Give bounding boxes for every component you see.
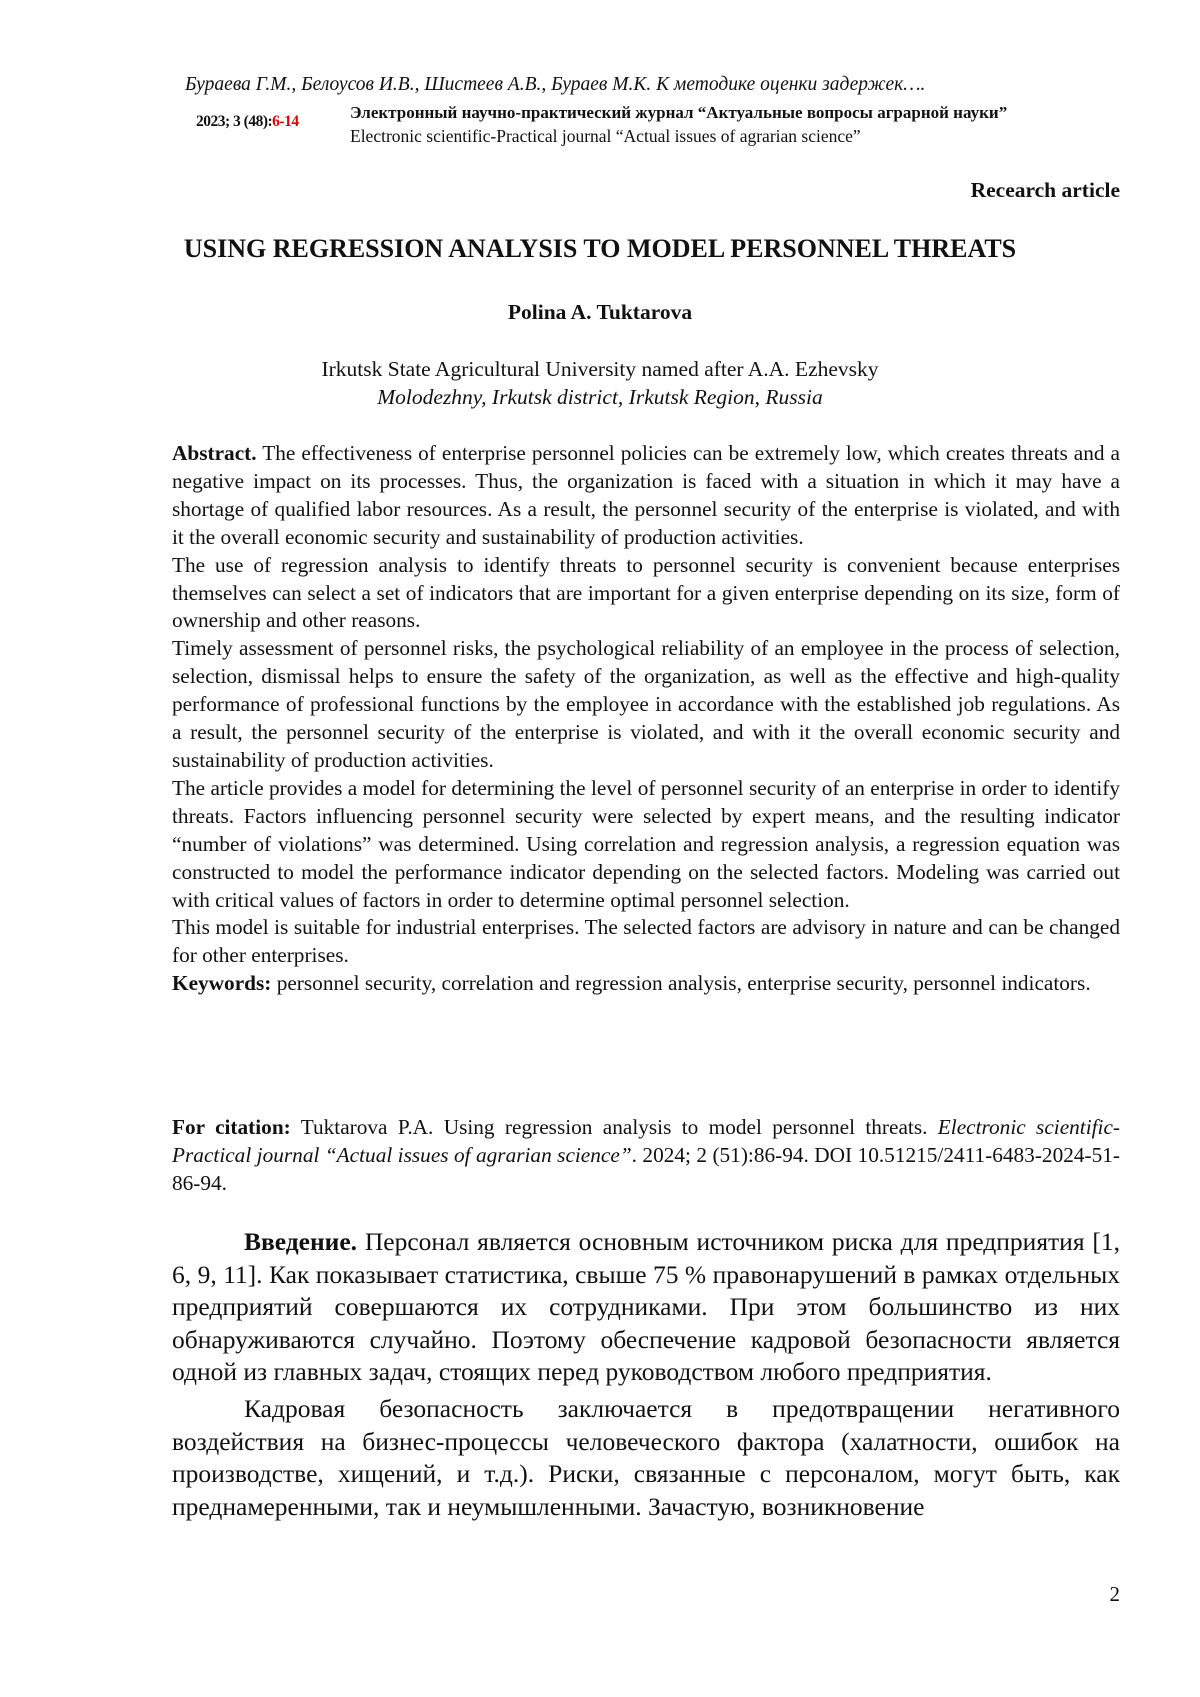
abstract bbox=[172, 440, 1120, 998]
citation-doi: . 2024; 2 (51):86-94. DOI 10.51215/2411-6483-2024-51-86-94. bbox=[172, 1143, 1120, 1195]
citation bbox=[172, 1114, 1120, 1198]
issue-pages: 6-14 bbox=[272, 113, 298, 130]
citation-label: For citation: bbox=[172, 1115, 291, 1139]
affiliation bbox=[0, 355, 1200, 411]
page-number: 2 bbox=[1110, 1582, 1121, 1607]
abstract-p5: This model is suitable for industrial enterprises. The selected factors are advisory in nature and can be changed for other enterprises. bbox=[172, 914, 1120, 970]
journal-title-en: Electronic scientific-Practical journal “Actual issues of agrarian science” bbox=[350, 126, 861, 147]
abstract-p3: Timely assessment of personnel risks, the psychological reliability of an employee in the process of selection, selection, dismissal helps to ensure the safety of the organization, as well as the effective and high-quality performance of professional functions by the employee in accordance with the established job regulations. As a result, the personnel security of the enterprise is violated, and with it the overall economic security and sustainability of production activities. bbox=[172, 635, 1120, 775]
running-head: Бураева Г.М., Белоусов И.В., Шистеев А.В., Бураев М.К. К методике оценки задержек…. bbox=[185, 74, 925, 96]
body-text bbox=[172, 1226, 1120, 1523]
abstract-p4: The article provides a model for determining the level of personnel security of an enterprise in order to identify threats. Factors influencing personnel security were selected by expert means, and the resulting indicator “number of violations” was determined. Using correlation and regression analysis, a regression equation was constructed to model the performance indicator depending on the selected factors. Modeling was carried out with critical values of factors in order to determine optimal personnel selection. bbox=[172, 775, 1120, 915]
article-author: Polina A. Tuktarova bbox=[0, 300, 1200, 325]
affiliation-name: Irkutsk State Agricultural University named after A.A. Ezhevsky bbox=[0, 355, 1200, 383]
intro-text: Персонал является основным источником риска для предприятия [1, 6, 9, 11]. Как показывает статистика, свыше 75 % правонарушений в рамках отдельных предприятий совершаются их сотрудниками. При этом большинство из них обнаруживаются случайно. Поэтому обеспечение кадровой безопасности является одной из главных задач, стоящих перед руководством любого предприятия. bbox=[172, 1227, 1120, 1386]
abstract-p2: The use of regression analysis to identify threats to personnel security is convenient because enterprises themselves can select a set of indicators that are important for a given enterprise depending on its size, form of ownership and other reasons. bbox=[172, 552, 1120, 636]
abstract-p1 bbox=[172, 440, 1120, 552]
abstract-text: The effectiveness of enterprise personnel policies can be extremely low, which creates threats and a negative impact on its processes. Thus, the organization is faced with a situation in which it may have a shortage of qualified labor resources. As a result, the personnel security of the enterprise is violated, and with it the overall economic security and sustainability of production activities. bbox=[172, 441, 1120, 549]
affiliation-location: Molodezhny, Irkutsk district, Irkutsk Region, Russia bbox=[0, 383, 1200, 411]
citation-text: Tuktarova P.A. Using regression analysis to model personnel threats. bbox=[291, 1115, 938, 1139]
issue-info bbox=[196, 113, 299, 131]
issue-prefix: 2023; 3 (48): bbox=[196, 113, 272, 130]
keywords-label: Keywords: bbox=[172, 971, 271, 995]
article-type: Recearch article bbox=[971, 178, 1120, 203]
keywords bbox=[172, 970, 1120, 998]
abstract-label: Abstract. bbox=[172, 441, 257, 465]
keywords-text: personnel security, correlation and regression analysis, enterprise security, personnel indicators. bbox=[271, 971, 1090, 995]
intro-paragraph bbox=[172, 1226, 1120, 1389]
journal-title-ru: Электронный научно-практический журнал “Актуальные вопросы аграрной науки” bbox=[350, 103, 1007, 123]
citation-journal: Electronic scientific-Practical journal “Actual issues of agrarian science” bbox=[172, 1115, 1120, 1167]
intro-label: Введение. bbox=[244, 1227, 357, 1256]
article-title: USING REGRESSION ANALYSIS TO MODEL PERSONNEL THREATS bbox=[0, 234, 1200, 264]
body-paragraph-2: Кадровая безопасность заключается в предотвращении негативного воздействия на бизнес-процессы человеческого фактора (халатности, ошибок на производстве, хищений, и т.д.). Риски, связанные с персоналом, могут быть, как преднамеренными, так и неумышленными. Зачастую, возникновение bbox=[172, 1393, 1120, 1523]
